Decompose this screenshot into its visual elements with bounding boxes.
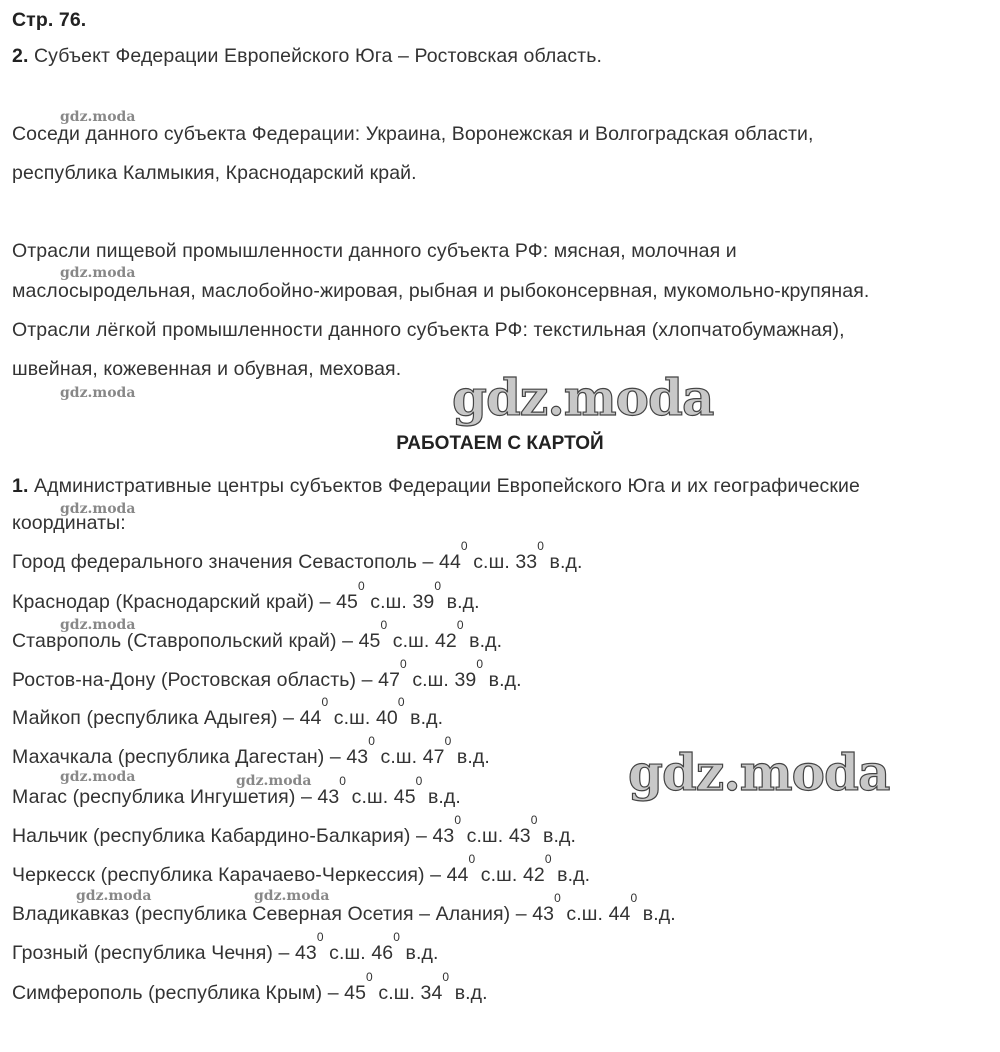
degree-mark: 0 [537, 539, 545, 553]
watermark: gdz.moda [60, 501, 136, 517]
degree-mark: 0 [444, 734, 452, 748]
latitude-suffix: с.ш. [328, 707, 376, 729]
degree-mark: 0 [456, 618, 464, 632]
latitude-suffix: с.ш. [375, 746, 423, 768]
degree-mark: 0 [321, 695, 329, 709]
coordinate-row [12, 734, 490, 769]
latitude: 43 [346, 746, 369, 768]
watermark: gdz.moda [60, 385, 136, 401]
degree-mark: 0 [442, 970, 450, 984]
degree-mark: 0 [397, 695, 405, 709]
watermark: gdz.moda [60, 769, 136, 785]
degree-mark: 0 [380, 618, 388, 632]
coordinate-row [12, 813, 576, 848]
dash: – [273, 942, 295, 964]
section-title: РАБОТАЕМ С КАРТОЙ [396, 433, 604, 454]
longitude-suffix: в.д. [463, 630, 503, 652]
degree-mark: 0 [339, 774, 347, 788]
dash: – [314, 591, 337, 613]
latitude-suffix: с.ш. [406, 669, 455, 691]
latitude: 43 [532, 903, 555, 925]
coordinate-row [12, 657, 522, 692]
city-name: Майкоп (республика Адыгея) [12, 707, 278, 729]
longitude: 44 [608, 903, 631, 925]
light-industry-line-1: Отрасли лёгкой промышленности данного субъекта РФ: текстильная (хлопчатобумажная), [12, 319, 845, 341]
longitude-suffix: в.д. [449, 982, 488, 1004]
longitude: 39 [412, 591, 435, 613]
food-industry-line-2: маслосыродельная, маслобойно-жировая, рыбная и рыбоконсервная, мукомольно-крупяная. [12, 280, 870, 302]
latitude-suffix: с.ш. [467, 551, 516, 573]
degree-mark: 0 [368, 734, 376, 748]
degree-mark: 0 [630, 891, 638, 905]
city-name: Магас (республика Ингушетия) [12, 786, 296, 808]
degree-mark: 0 [393, 930, 400, 944]
latitude: 44 [446, 864, 469, 886]
latitude: 45 [336, 591, 358, 613]
degree-mark: 0 [316, 930, 324, 944]
dash: – [324, 746, 347, 768]
degree-mark: 0 [366, 970, 373, 984]
map-question-line-2: координаты: [12, 512, 126, 534]
coordinate-row [12, 852, 591, 887]
watermark: gdz.moda [60, 109, 136, 125]
degree-mark: 0 [357, 579, 365, 593]
coordinate-row [12, 970, 488, 1005]
city-name: Город федерального значения Севастополь [12, 551, 418, 573]
longitude-suffix: в.д. [441, 591, 480, 613]
longitude-suffix: в.д. [537, 825, 576, 847]
city-name: Нальчик (республика Кабардино-Балкария) [12, 825, 411, 847]
city-name: Краснодар (Краснодарский край) [12, 591, 315, 613]
latitude-suffix: с.ш. [560, 903, 609, 925]
neighbors-line-2: республика Калмыкия, Краснодарский край. [12, 162, 417, 184]
degree-mark: 0 [434, 579, 442, 593]
longitude: 47 [422, 746, 445, 768]
longitude: 40 [375, 707, 398, 729]
page-label: Стр. 76. [12, 9, 87, 31]
latitude-suffix: с.ш. [461, 825, 509, 847]
watermark-large: gdz.moda [628, 743, 890, 802]
longitude: 42 [522, 864, 545, 886]
watermark: gdz.moda [76, 888, 152, 904]
dash: – [336, 630, 359, 652]
longitude: 46 [371, 942, 394, 964]
question-2 [12, 44, 602, 68]
city-name: Симферополь (республика Крым) [12, 982, 323, 1004]
latitude: 43 [294, 942, 317, 964]
degree-mark: 0 [460, 539, 468, 553]
dash: – [424, 864, 447, 886]
latitude: 43 [432, 825, 455, 847]
food-industry-line-1: Отрасли пищевой промышленности данного субъекта РФ: мясная, молочная и [12, 240, 737, 262]
question-number: 2. [12, 45, 29, 67]
degree-mark: 0 [554, 891, 561, 905]
question-text: Субъект Федерации Европейского Юга – Ростовская область. [34, 45, 602, 67]
latitude-suffix: с.ш. [323, 942, 372, 964]
degree-mark: 0 [454, 813, 462, 827]
latitude: 47 [378, 669, 401, 691]
watermark: gdz.moda [236, 773, 312, 789]
coordinate-row [12, 579, 480, 614]
latitude: 44 [299, 707, 322, 729]
city-name: Ростов-на-Дону (Ростовская область) [12, 669, 357, 691]
city-name: Владикавказ (республика Северная Осетия – Алания) [12, 903, 511, 925]
longitude-suffix: в.д. [483, 669, 522, 691]
city-name: Ставрополь (Ставропольский край) [12, 630, 337, 652]
coordinate-row [12, 539, 583, 574]
degree-mark: 0 [468, 852, 476, 866]
map-question-line-1 [12, 474, 860, 498]
longitude: 45 [393, 786, 416, 808]
dash: – [277, 707, 300, 729]
longitude: 39 [454, 669, 477, 691]
watermark: gdz.moda [254, 888, 330, 904]
dash: – [295, 786, 318, 808]
latitude: 45 [344, 982, 367, 1004]
city-name: Черкесск (республика Карачаево-Черкессия) [12, 864, 425, 886]
degree-mark: 0 [415, 774, 423, 788]
degree-mark: 0 [544, 852, 552, 866]
dash: – [417, 551, 440, 573]
question-text: Административные центры субъектов Федерации Европейского Юга и их географические [34, 475, 860, 497]
dash: – [510, 903, 533, 925]
question-number: 1. [12, 475, 29, 497]
longitude: 33 [515, 551, 538, 573]
watermark: gdz.moda [60, 265, 136, 281]
watermark-large: gdz.moda [452, 368, 714, 427]
degree-mark: 0 [400, 657, 407, 671]
watermark: gdz.moda [60, 617, 136, 633]
longitude: 42 [434, 630, 457, 652]
longitude-suffix: в.д. [422, 786, 461, 808]
dash: – [322, 982, 345, 1004]
coordinate-row [12, 930, 439, 965]
longitude-suffix: в.д. [637, 903, 676, 925]
dash: – [410, 825, 433, 847]
degree-mark: 0 [476, 657, 484, 671]
dash: – [356, 669, 379, 691]
latitude-suffix: с.ш. [346, 786, 394, 808]
longitude-suffix: в.д. [544, 551, 583, 573]
latitude: 45 [358, 630, 381, 652]
longitude-suffix: в.д. [404, 707, 444, 729]
city-name: Махачкала (республика Дагестан) [12, 746, 325, 768]
latitude-suffix: с.ш. [372, 982, 421, 1004]
light-industry-line-2: швейная, кожевенная и обувная, меховая. [12, 358, 402, 380]
longitude: 34 [420, 982, 443, 1004]
latitude-suffix: с.ш. [364, 591, 413, 613]
longitude: 43 [508, 825, 531, 847]
neighbors-line-1: Соседи данного субъекта Федерации: Украина, Воронежская и Волгоградская области, [12, 123, 814, 145]
city-name: Грозный (республика Чечня) [12, 942, 273, 964]
longitude-suffix: в.д. [551, 864, 591, 886]
latitude-suffix: с.ш. [387, 630, 435, 652]
longitude-suffix: в.д. [451, 746, 490, 768]
latitude: 43 [317, 786, 340, 808]
latitude: 44 [439, 551, 461, 573]
degree-mark: 0 [530, 813, 538, 827]
coordinate-row [12, 695, 444, 730]
latitude-suffix: с.ш. [475, 864, 523, 886]
longitude-suffix: в.д. [400, 942, 439, 964]
